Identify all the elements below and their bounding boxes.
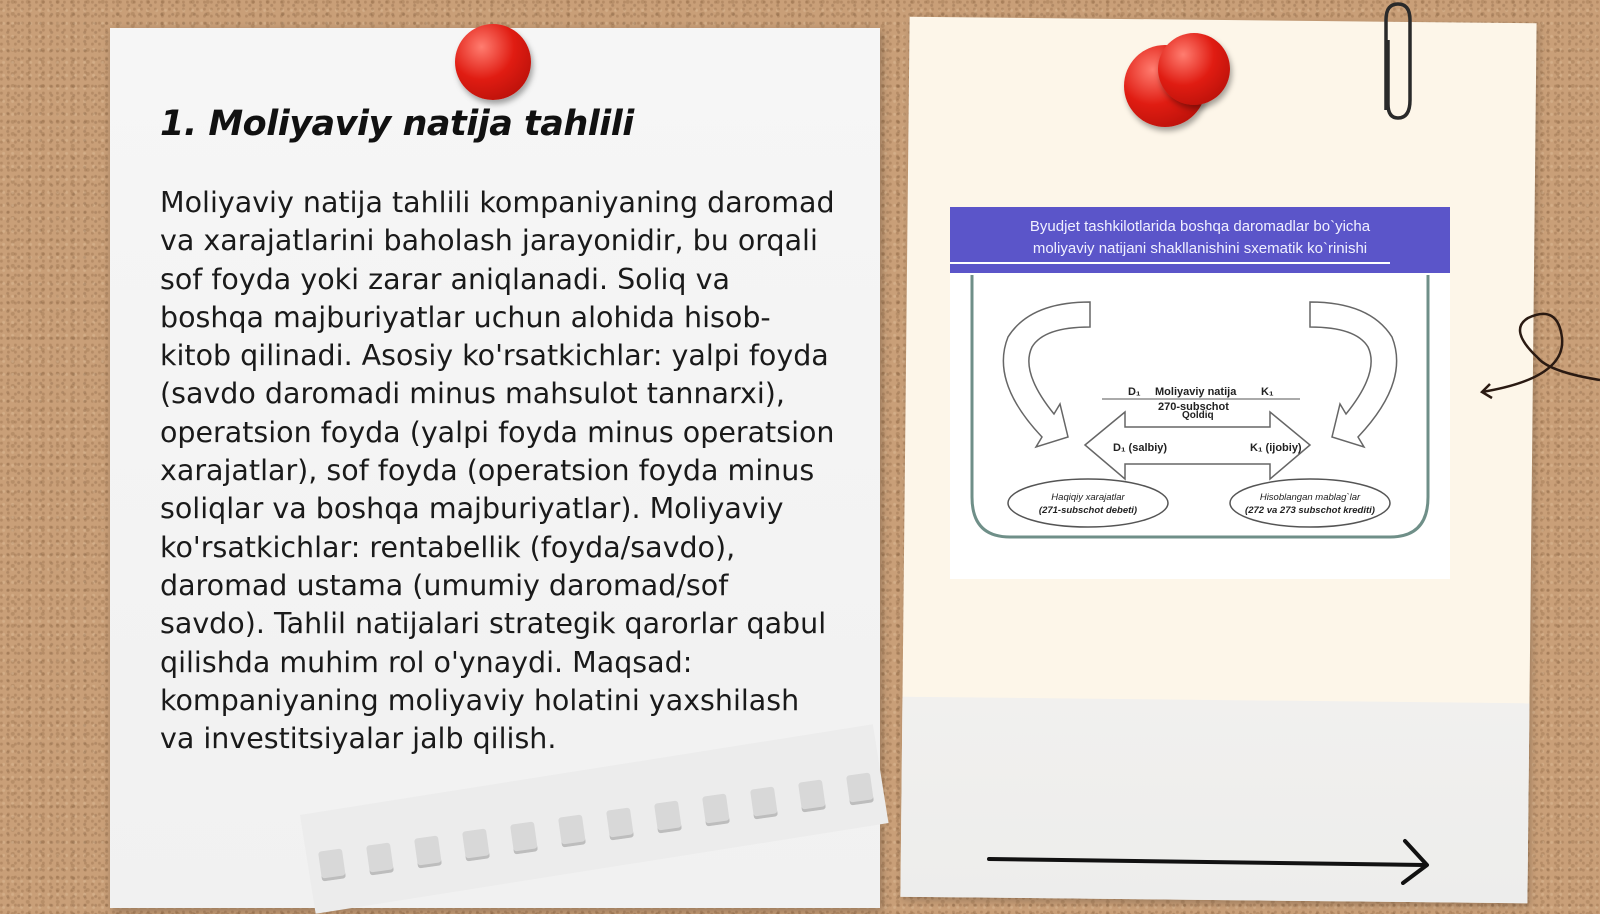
notebook-tab bbox=[414, 835, 442, 868]
arrow-right-icon bbox=[985, 835, 1445, 885]
notebook-tab bbox=[750, 786, 778, 819]
left-ellipse-line-2: (271-subschot debeti) bbox=[1038, 505, 1138, 516]
left-ellipse-line-1: Haqiqiy xarajatlar bbox=[1051, 492, 1125, 503]
center-balance: Qoldiq bbox=[1182, 410, 1214, 421]
center-account: 270-subschot bbox=[1158, 401, 1229, 413]
slide-title: 1. Moliyaviy natija tahlili bbox=[160, 104, 634, 144]
right-ellipse-line-1: Hisoblangan mablag`lar bbox=[1259, 492, 1361, 503]
credit-label: K₁ bbox=[1261, 386, 1274, 398]
red-pushpin bbox=[455, 24, 531, 100]
string-loop-icon bbox=[1480, 300, 1600, 410]
diagram-schema bbox=[950, 207, 1450, 579]
notebook-tab bbox=[462, 828, 490, 861]
center-title: Moliyaviy natija bbox=[1155, 386, 1237, 398]
notebook-tab bbox=[702, 793, 730, 826]
diagram-header-line-1: Byudjet tashkilotlarida boshqa daromadlar bo`yicha bbox=[1029, 218, 1371, 235]
notebook-tab bbox=[318, 848, 346, 881]
notebook-tab bbox=[606, 807, 634, 840]
debit-label: D₁ bbox=[1128, 386, 1141, 398]
curved-arrow-left-icon bbox=[1003, 302, 1090, 447]
left-ellipse bbox=[1008, 479, 1168, 527]
right-ellipse-line-2: (272 va 273 subschot krediti) bbox=[1245, 505, 1375, 516]
notebook-tab bbox=[846, 772, 874, 805]
notebook-tab bbox=[798, 779, 826, 812]
left-arrow-label: D₁ (salbiy) bbox=[1113, 442, 1168, 454]
diagram-header-line-2: moliyaviy natijani shakllanishini sxematik ko`rinishi bbox=[1032, 240, 1368, 257]
right-arrow-label: K₁ (ijobiy) bbox=[1250, 442, 1302, 454]
notebook-tab bbox=[510, 821, 538, 854]
curved-arrow-right-icon bbox=[1310, 302, 1397, 447]
red-pushpin-head bbox=[1158, 33, 1230, 105]
slide-body-text: Moliyaviy natija tahlili kompaniyaning daromad va xarajatlarini baholash jarayonidir, bu orqali sof foyda yoki zarar aniqlanadi. Soliq va boshqa majburiyatlar uchun alohida hisob-kitob qilinadi. Asosiy ko'rsatkichlar: yalpi foyda (savdo daromadi minus mahsulot tannarxi), operatsion foyda (yalpi foyda minus operatsion xarajatlar), sof foyda (operatsion foyda minus soliqlar va boshqa majburiyatlar). Moliyaviy ko'rsatkichlar: rentabellik (foyda/savdo), daromad ustama (umumiy daromad/sof savdo). Tahlil natijalari strategik qarorlar qabul qilishda muhim rol o'ynaydi. Maqsad: kompaniyaning moliyaviy holatini yaxshilash va investitsiyalar jalb qilish. bbox=[160, 186, 835, 756]
notebook-tab bbox=[558, 814, 586, 847]
paperclip-icon bbox=[1376, 0, 1416, 125]
notebook-tab bbox=[366, 842, 394, 875]
diagram-image bbox=[950, 207, 1450, 579]
notebook-tab bbox=[654, 800, 682, 833]
right-ellipse bbox=[1230, 479, 1390, 527]
